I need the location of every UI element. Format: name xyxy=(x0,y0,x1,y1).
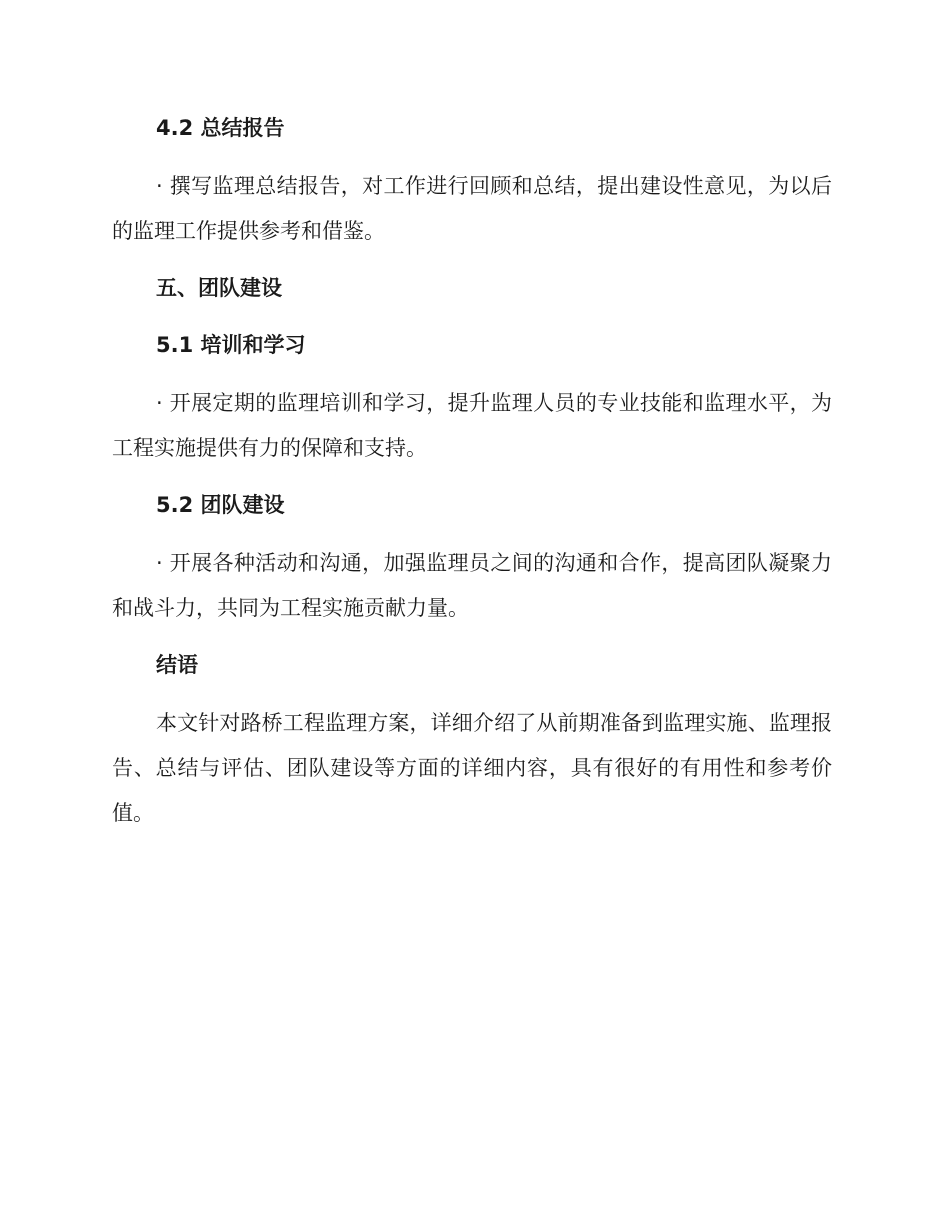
paragraph-summary-report: · 撰写监理总结报告，对工作进行回顾和总结，提出建设性意见，为以后的监理工作提供参考和借鉴。 xyxy=(112,174,832,243)
paragraph-training: · 开展定期的监理培训和学习，提升监理人员的专业技能和监理水平，为工程实施提供有力的保障和支持。 xyxy=(112,391,832,460)
paragraph-conclusion: 本文针对路桥工程监理方案，详细介绍了从前期准备到监理实施、监理报告、总结与评估、团队建设等方面的详细内容，具有很好的有用性和参考价值。 xyxy=(112,711,832,825)
paragraph-team-building: · 开展各种活动和沟通，加强监理员之间的沟通和合作，提高团队凝聚力和战斗力，共同为工程实施贡献力量。 xyxy=(112,551,832,620)
section-heading-5-2: 5.2 团队建设 xyxy=(156,493,285,517)
section-heading-5-1: 5.1 培训和学习 xyxy=(156,333,306,357)
section-heading-5: 五、团队建设 xyxy=(156,276,282,300)
section-heading-4-2: 4.2 总结报告 xyxy=(156,116,285,140)
section-heading-conclusion: 结语 xyxy=(156,653,198,677)
